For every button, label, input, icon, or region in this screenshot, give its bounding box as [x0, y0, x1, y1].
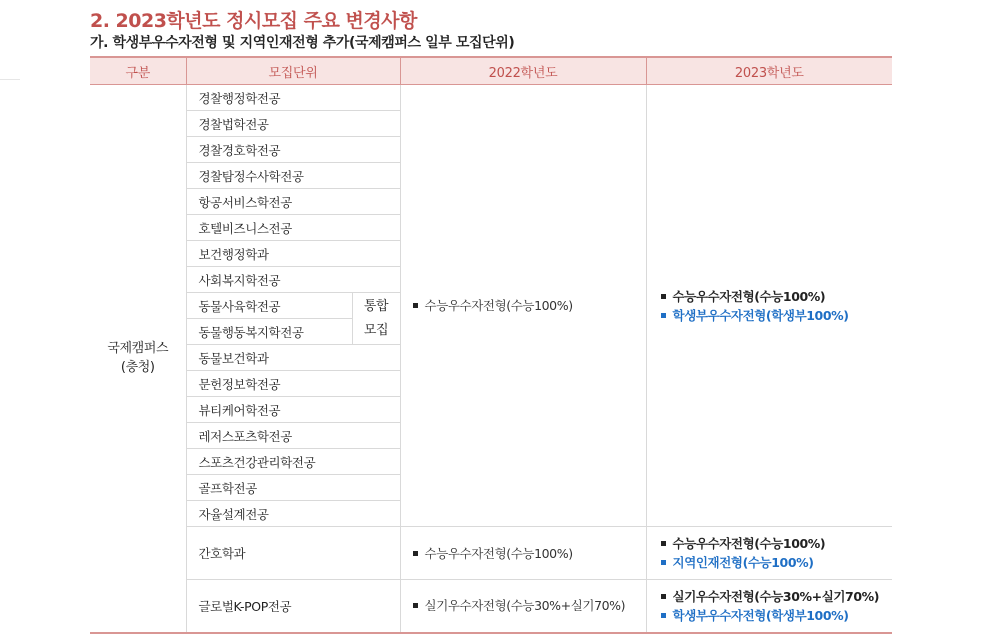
table-header-row	[90, 57, 892, 85]
y2023-cell	[646, 527, 892, 580]
y2023-item	[661, 287, 893, 306]
y2023-item-text: 수능우수자전형(수능100%)	[672, 536, 826, 551]
page-title: 2. 2023학년도 정시모집 주요 변경사항	[90, 10, 417, 32]
y2023-item	[661, 606, 893, 625]
y2022-item-text: 수능우수자전형(수능100%)	[424, 545, 573, 561]
y2023-item-text: 지역인재전형(수능100%)	[672, 555, 814, 570]
category-cell	[90, 85, 186, 633]
y2023-item	[661, 534, 893, 553]
y2022-item	[413, 544, 646, 563]
category-line: 국제캠퍼스	[107, 341, 169, 357]
unit-cell: 골프학전공	[186, 475, 400, 501]
y2023-item-text: 실기우수자전형(수능30%+실기70%)	[672, 588, 880, 604]
y2022-item-text: 실기우수자전형(수능30%+실기70%)	[424, 598, 626, 614]
y2023-item-text: 학생부우수자전형(학생부100%)	[672, 307, 849, 323]
admissions-change-table	[90, 56, 892, 634]
unit-cell: 경찰법학전공	[186, 111, 400, 137]
y2023-item-text: 학생부우수자전형(학생부100%)	[672, 607, 849, 623]
unit-cell: 호텔비즈니스전공	[186, 215, 400, 241]
header-2023: 2023학년도	[646, 57, 892, 85]
table-row	[90, 85, 892, 111]
square-bullet-icon	[661, 541, 666, 546]
y2023-cell	[646, 580, 892, 633]
unit-cell: 자율설계전공	[186, 501, 400, 527]
square-bullet-icon	[413, 303, 418, 308]
y2023-cell	[646, 85, 892, 527]
unit-cell: 동물보건학과	[186, 345, 400, 371]
square-bullet-icon	[661, 313, 666, 318]
joint-label-line: 모집	[363, 322, 389, 338]
unit-cell: 사회복지학전공	[186, 267, 400, 293]
table-row	[90, 580, 892, 633]
square-bullet-icon	[413, 551, 418, 556]
unit-cell: 경찰탐정수사학전공	[186, 163, 400, 189]
square-bullet-icon	[661, 560, 666, 565]
page-edge-mark	[0, 79, 20, 80]
joint-label-line: 통합	[363, 298, 389, 314]
category-line: (충청)	[120, 360, 155, 376]
square-bullet-icon	[413, 603, 418, 608]
unit-cell: 글로벌K-POP전공	[186, 580, 400, 633]
unit-cell: 동물행동복지학전공	[186, 319, 352, 345]
y2022-cell	[400, 527, 646, 580]
y2023-item-text: 수능우수자전형(수능100%)	[672, 288, 826, 304]
y2022-item	[413, 596, 646, 615]
header-2022: 2022학년도	[400, 57, 646, 85]
page-subtitle: 가. 학생부우수자전형 및 지역인재전형 추가(국제캠퍼스 일부 모집단위)	[90, 35, 515, 51]
joint-recruit-cell	[352, 293, 400, 345]
unit-cell: 뷰티케어학전공	[186, 397, 400, 423]
header-unit: 모집단위	[186, 57, 400, 85]
y2022-cell	[400, 580, 646, 633]
header-category: 구분	[90, 57, 186, 85]
y2022-item	[413, 296, 646, 315]
unit-cell: 레저스포츠학전공	[186, 423, 400, 449]
y2022-cell	[400, 85, 646, 527]
table-row	[90, 527, 892, 580]
y2023-item	[661, 553, 893, 572]
y2023-item	[661, 587, 893, 606]
unit-cell: 스포츠건강관리학전공	[186, 449, 400, 475]
unit-cell: 문헌정보학전공	[186, 371, 400, 397]
unit-cell: 경찰행정학전공	[186, 85, 400, 111]
unit-cell: 보건행정학과	[186, 241, 400, 267]
y2023-item	[661, 306, 893, 325]
square-bullet-icon	[661, 594, 666, 599]
unit-cell: 동물사육학전공	[186, 293, 352, 319]
unit-cell: 항공서비스학전공	[186, 189, 400, 215]
unit-cell: 간호학과	[186, 527, 400, 580]
square-bullet-icon	[661, 294, 666, 299]
square-bullet-icon	[661, 613, 666, 618]
y2022-item-text: 수능우수자전형(수능100%)	[424, 298, 573, 313]
unit-cell: 경찰경호학전공	[186, 137, 400, 163]
